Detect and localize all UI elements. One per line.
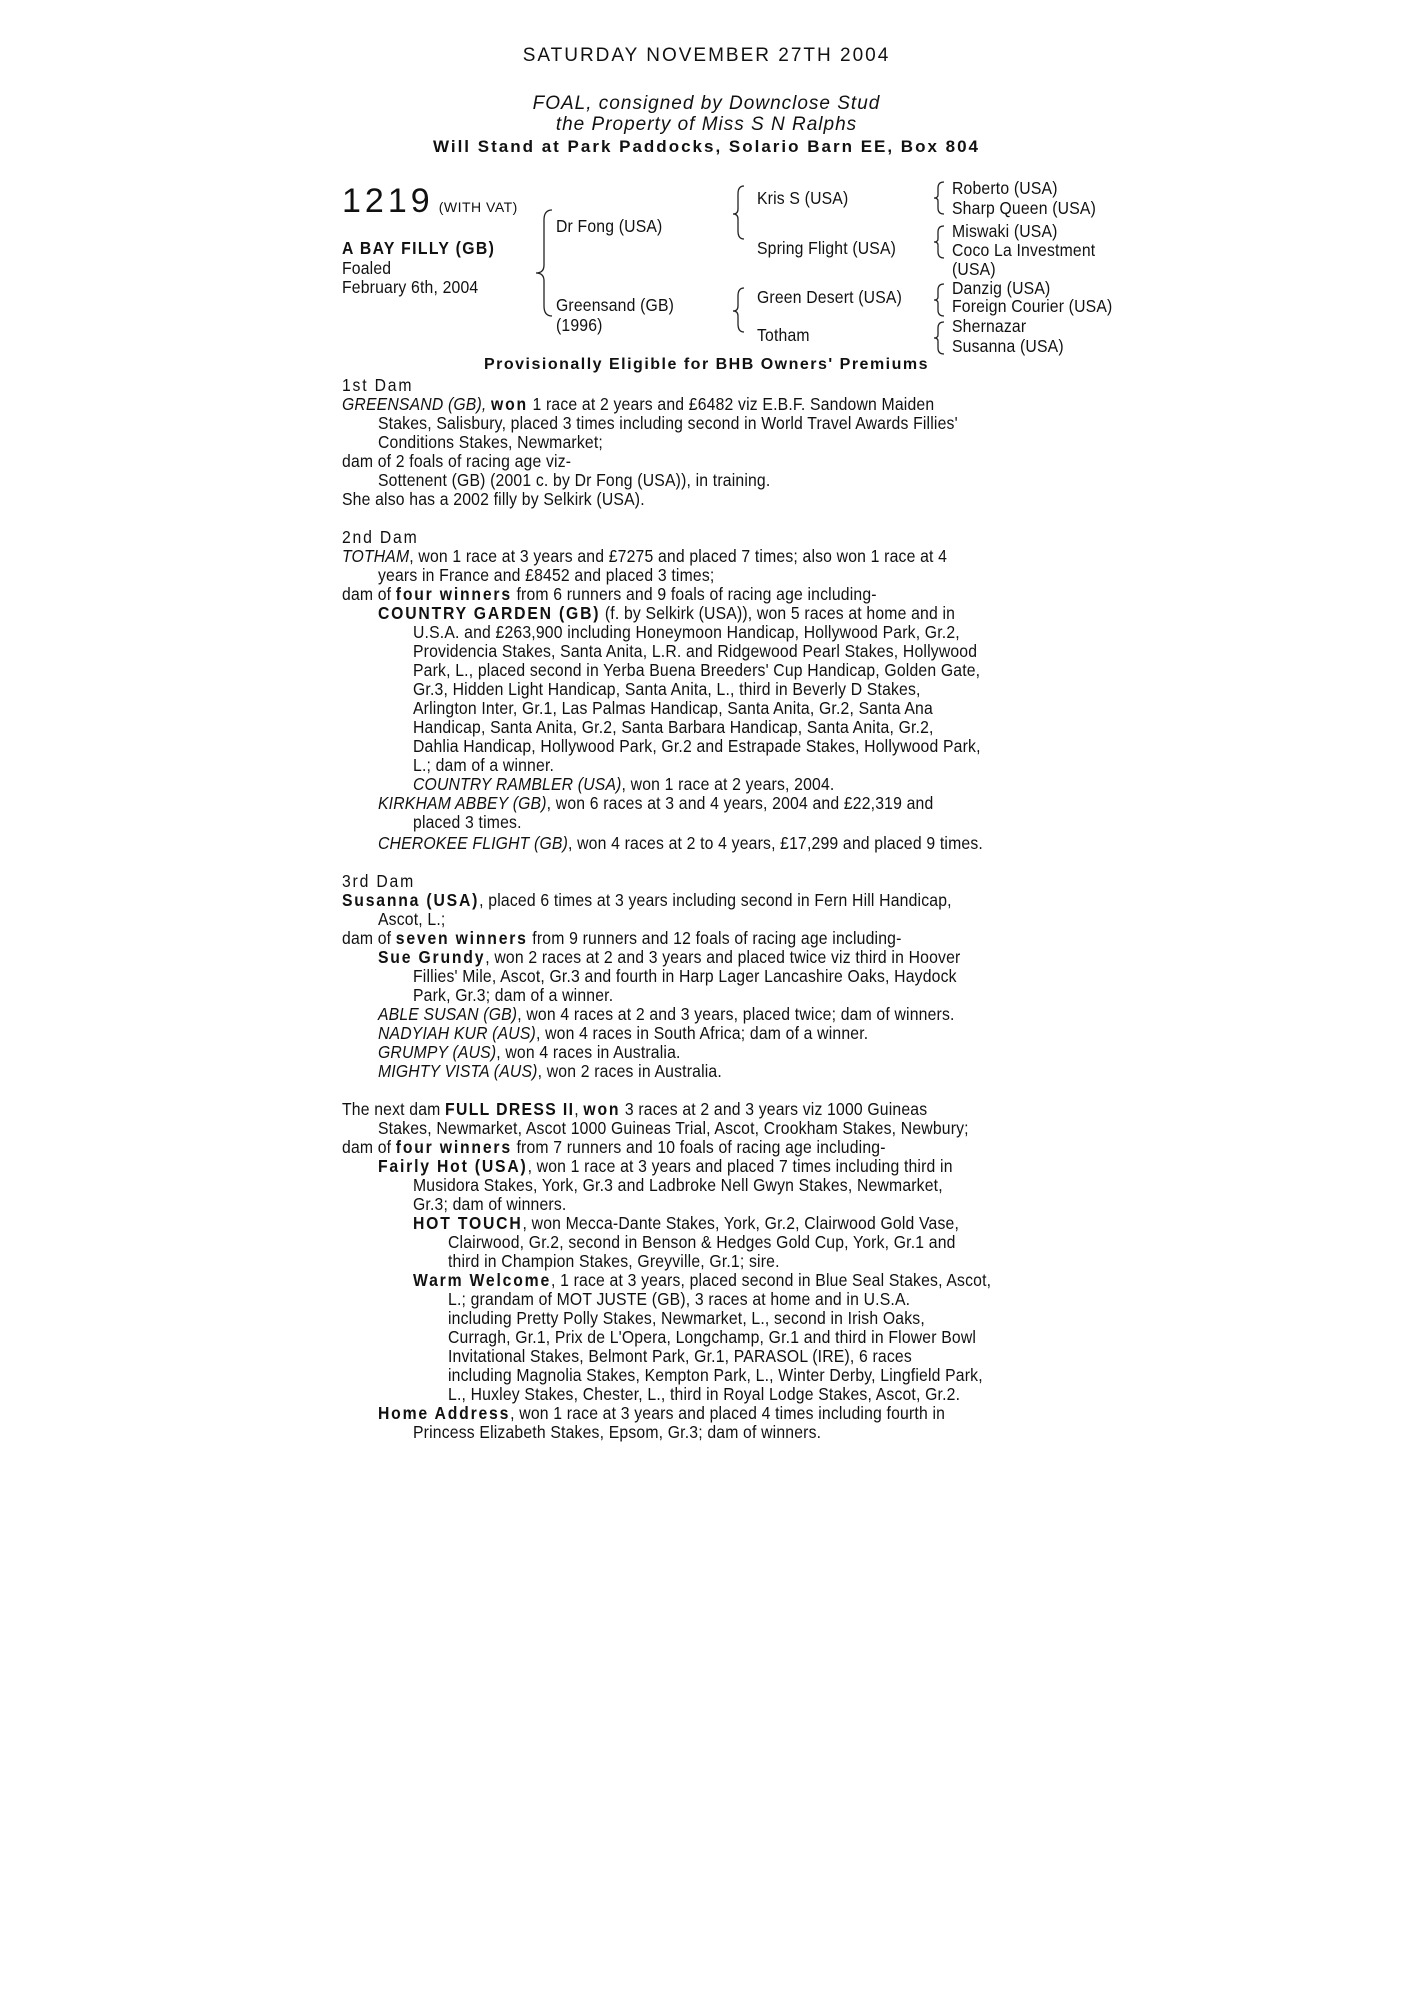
third-dam-line-3 (342, 929, 902, 948)
sue-grundy-name: Sue Grundy (378, 947, 486, 967)
pedigree-dam-year: (1996) (556, 315, 603, 335)
sue-grundy-line-1 (378, 948, 960, 967)
cherokee-flight-name: CHEROKEE FLIGHT (GB) (378, 833, 568, 853)
first-dam-line-3: Conditions Stakes, Newmarket; (378, 432, 603, 452)
country-garden-line-8: Dahlia Handicap, Hollywood Park, Gr.2 and Estrapade Stakes, Hollywood Park, (413, 736, 981, 756)
country-garden-line-5: Gr.3, Hidden Light Handicap, Santa Anita, L., third in Beverly D Stakes, (413, 679, 921, 699)
country-rambler-line (413, 775, 834, 794)
pedigree-g1: Roberto (USA) (952, 178, 1058, 198)
warm-welcome-line-3: including Pretty Polly Stakes, Newmarket, L., second in Irish Oaks, (448, 1308, 925, 1328)
fairly-hot-text: , won 1 race at 3 years and placed 7 times including third in (527, 1156, 953, 1176)
third-dam-name: Susanna (USA) (342, 890, 480, 910)
second-dam-line-3-a: dam of (342, 584, 396, 604)
home-address-name: Home Address (378, 1403, 511, 1423)
consignor-line: FOAL, consigned by Downclose Stud (532, 93, 881, 114)
country-garden-line-1-text: (f. by Selkirk (USA)), won 5 races at home and in (600, 603, 956, 623)
mighty-vista-text: , won 2 races in Australia. (537, 1061, 722, 1081)
pedigree-dam-dam: Totham (757, 325, 810, 345)
stand-location: Will Stand at Park Paddocks, Solario Barn EE, Box 804 (432, 137, 981, 156)
country-rambler-name: COUNTRY RAMBLER (USA) (413, 774, 622, 794)
first-dam-line-2: Stakes, Salisbury, placed 3 times including second in World Travel Awards Fillies' (378, 413, 958, 433)
kirkham-abbey-line-2: placed 3 times. (413, 812, 522, 832)
sue-grundy-text: , won 2 races at 2 and 3 years and placed twice viz third in Hoover (485, 947, 961, 967)
next-dam-comma: , (574, 1099, 584, 1119)
second-dam-line-2: years in France and £8452 and placed 3 times; (378, 565, 715, 585)
nadyiah-kur-line (378, 1024, 868, 1043)
fairly-hot-line-1 (378, 1157, 953, 1176)
pedigree-dam: Greensand (GB) (556, 295, 675, 315)
next-dam-line-2: Stakes, Newmarket, Ascot 1000 Guineas Trial, Ascot, Crookham Stakes, Newbury; (378, 1118, 969, 1138)
lot-number: 1219 (342, 182, 434, 220)
second-dam-line-1 (342, 547, 947, 566)
third-dam-line-3-c: from 9 runners and 12 foals of racing age including- (527, 928, 902, 948)
nadyiah-kur-text: , won 4 races in South Africa; dam of a winner. (535, 1023, 869, 1043)
third-dam-line-1 (342, 891, 952, 910)
warm-welcome-line-7: L., Huxley Stakes, Chester, L., third in Royal Lodge Stakes, Ascot, Gr.2. (448, 1384, 961, 1404)
sale-date: SATURDAY NOVEMBER 27TH 2004 (522, 45, 891, 66)
third-dam-line-2: Ascot, L.; (378, 909, 446, 929)
property-line: the Property of Miss S N Ralphs (555, 114, 858, 135)
kirkham-abbey-line-1 (378, 794, 933, 813)
pedigree-g6: Foreign Courier (USA) (952, 296, 1113, 316)
foaled-label: Foaled (342, 258, 392, 278)
country-garden-line-6: Arlington Inter, Gr.1, Las Palmas Handicap, Santa Anita, Gr.2, Santa Ana (413, 698, 933, 718)
country-garden-name: COUNTRY GARDEN (GB) (378, 603, 601, 623)
third-dam-line-3-a: dam of (342, 928, 396, 948)
pedigree-sire-dam: Spring Flight (USA) (757, 238, 897, 258)
hot-touch-line-3: third in Champion Stakes, Greyville, Gr.1; sire. (448, 1251, 780, 1271)
sue-grundy-line-2: Fillies' Mile, Ascot, Gr.3 and fourth in Harp Lager Lancashire Oaks, Haydock (413, 966, 957, 986)
first-dam-produce: Sottenent (GB) (2001 c. by Dr Fong (USA)), in training. (378, 470, 771, 490)
cherokee-flight-line (378, 834, 983, 853)
lot-description: A BAY FILLY (GB) (342, 238, 496, 258)
second-dam-line-3-c: from 6 runners and 9 foals of racing age including- (511, 584, 877, 604)
fairly-hot-name: Fairly Hot (USA) (378, 1156, 528, 1176)
nadyiah-kur-name: NADYIAH KUR (AUS) (378, 1023, 536, 1043)
country-garden-line-2: U.S.A. and £263,900 including Honeymoon Handicap, Hollywood Park, Gr.2, (413, 622, 960, 642)
pedigree-braces (0, 0, 1413, 360)
warm-welcome-text: , 1 race at 3 years, placed second in Blue Seal Stakes, Ascot, (551, 1270, 992, 1290)
pedigree-g3: Miswaki (USA) (952, 221, 1058, 241)
second-dam-line-3 (342, 585, 877, 604)
home-address-line-2: Princess Elizabeth Stakes, Epsom, Gr.3; dam of winners. (413, 1422, 822, 1442)
vat-label: (WITH VAT) (438, 199, 518, 215)
hot-touch-line-1 (413, 1214, 959, 1233)
grumpy-name: GRUMPY (AUS) (378, 1042, 497, 1062)
able-susan-line (378, 1005, 955, 1024)
grumpy-text: , won 4 races in Australia. (496, 1042, 681, 1062)
kirkham-abbey-text: , won 6 races at 3 and 4 years, 2004 and £22,319 and (546, 793, 934, 813)
first-dam-heading: 1st Dam (342, 375, 414, 395)
sue-grundy-line-3: Park, Gr.3; dam of a winner. (413, 985, 614, 1005)
warm-welcome-line-2: L.; grandam of MOT JUSTE (GB), 3 races at home and in U.S.A. (448, 1289, 911, 1309)
pedigree-g7: Shernazar (952, 316, 1027, 336)
won-label: won (491, 394, 528, 414)
second-dam-name: TOTHAM (342, 546, 410, 566)
foaled-date: February 6th, 2004 (342, 277, 479, 297)
second-dam-line-1-text: , won 1 race at 3 years and £7275 and placed 7 times; also won 1 race at 4 (409, 546, 948, 566)
fairly-hot-line-2: Musidora Stakes, York, Gr.3 and Ladbroke Nell Gwyn Stakes, Newmarket, (413, 1175, 943, 1195)
home-address-text: , won 1 race at 3 years and placed 4 times including fourth in (510, 1403, 946, 1423)
pedigree-g5: Danzig (USA) (952, 278, 1051, 298)
hot-touch-text: , won Mecca-Dante Stakes, York, Gr.2, Clairwood Gold Vase, (522, 1213, 960, 1233)
second-dam-heading: 2nd Dam (342, 527, 419, 547)
hot-touch-name: HOT TOUCH (413, 1213, 523, 1233)
premiums-note: Provisionally Eligible for BHB Owners' Premiums (483, 356, 930, 373)
country-rambler-text: , won 1 race at 2 years, 2004. (621, 774, 835, 794)
first-dam-note: She also has a 2002 filly by Selkirk (USA). (342, 489, 645, 509)
mighty-vista-name: MIGHTY VISTA (AUS) (378, 1061, 538, 1081)
pedigree-g4: Coco La Investment (952, 240, 1096, 260)
pedigree-dam-sire: Green Desert (USA) (757, 287, 903, 307)
grumpy-line (378, 1043, 681, 1062)
warm-welcome-line-6: including Magnolia Stakes, Kempton Park, L., Winter Derby, Lingfield Park, (448, 1365, 983, 1385)
third-dam-heading: 3rd Dam (342, 871, 415, 891)
pedigree-sire-sire: Kris S (USA) (757, 188, 849, 208)
next-dam-line-3 (342, 1138, 886, 1157)
next-dam-winners: four winners (395, 1137, 512, 1157)
country-garden-line-4: Park, L., placed second in Yerba Buena Breeders' Cup Handicap, Golden Gate, (413, 660, 981, 680)
warm-welcome-line-5: Invitational Stakes, Belmont Park, Gr.1, PARASOL (IRE), 6 races (448, 1346, 912, 1366)
next-dam-won: won (583, 1099, 621, 1119)
home-address-line-1 (378, 1404, 945, 1423)
mighty-vista-line (378, 1062, 722, 1081)
warm-welcome-name: Warm Welcome (413, 1270, 552, 1290)
country-garden-line-9: L.; dam of a winner. (413, 755, 555, 775)
country-garden-line-1 (378, 604, 955, 623)
able-susan-text: , won 4 races at 2 and 3 years, placed twice; dam of winners. (517, 1004, 955, 1024)
warm-welcome-line-4: Curragh, Gr.1, Prix de L'Opera, Longchamp, Gr.1 and third in Flower Bowl (448, 1327, 977, 1347)
cherokee-flight-text: , won 4 races at 2 to 4 years, £17,299 and placed 9 times. (567, 833, 983, 853)
first-dam-line-1 (342, 395, 934, 414)
next-dam-line-1 (342, 1100, 927, 1119)
able-susan-name: ABLE SUSAN (GB) (378, 1004, 518, 1024)
next-dam-line-1-text: 3 races at 2 and 3 years viz 1000 Guineas (620, 1099, 928, 1119)
pedigree-sire: Dr Fong (USA) (556, 216, 663, 236)
warm-welcome-line-1 (413, 1271, 991, 1290)
next-dam-name: FULL DRESS II (445, 1099, 575, 1119)
first-dam-line-1-text: 1 race at 2 years and £6482 viz E.B.F. Sandown Maiden (527, 394, 935, 414)
pedigree-g4-suffix: (USA) (952, 259, 996, 279)
country-garden-line-7: Handicap, Santa Anita, Gr.2, Santa Barbara Handicap, Santa Anita, Gr.2, (413, 717, 934, 737)
country-garden-line-3: Providencia Stakes, Santa Anita, L.R. and Ridgewood Pearl Stakes, Hollywood (413, 641, 978, 661)
next-dam-line-3-c: from 7 runners and 10 foals of racing age including- (511, 1137, 886, 1157)
next-dam-intro: The next dam (342, 1099, 446, 1119)
third-dam-winners: seven winners (395, 928, 528, 948)
first-dam-name: GREENSAND (GB), (342, 394, 487, 414)
first-dam-line-4: dam of 2 foals of racing age viz- (342, 451, 572, 471)
third-dam-line-1-text: , placed 6 times at 3 years including second in Fern Hill Handicap, (479, 890, 952, 910)
hot-touch-line-2: Clairwood, Gr.2, second in Benson & Hedges Gold Cup, York, Gr.1 and (448, 1232, 956, 1252)
fairly-hot-line-3: Gr.3; dam of winners. (413, 1194, 567, 1214)
pedigree-g8: Susanna (USA) (952, 336, 1064, 356)
second-dam-winners: four winners (395, 584, 512, 604)
kirkham-abbey-name: KIRKHAM ABBEY (GB) (378, 793, 547, 813)
pedigree-g2: Sharp Queen (USA) (952, 198, 1097, 218)
next-dam-line-3-a: dam of (342, 1137, 396, 1157)
